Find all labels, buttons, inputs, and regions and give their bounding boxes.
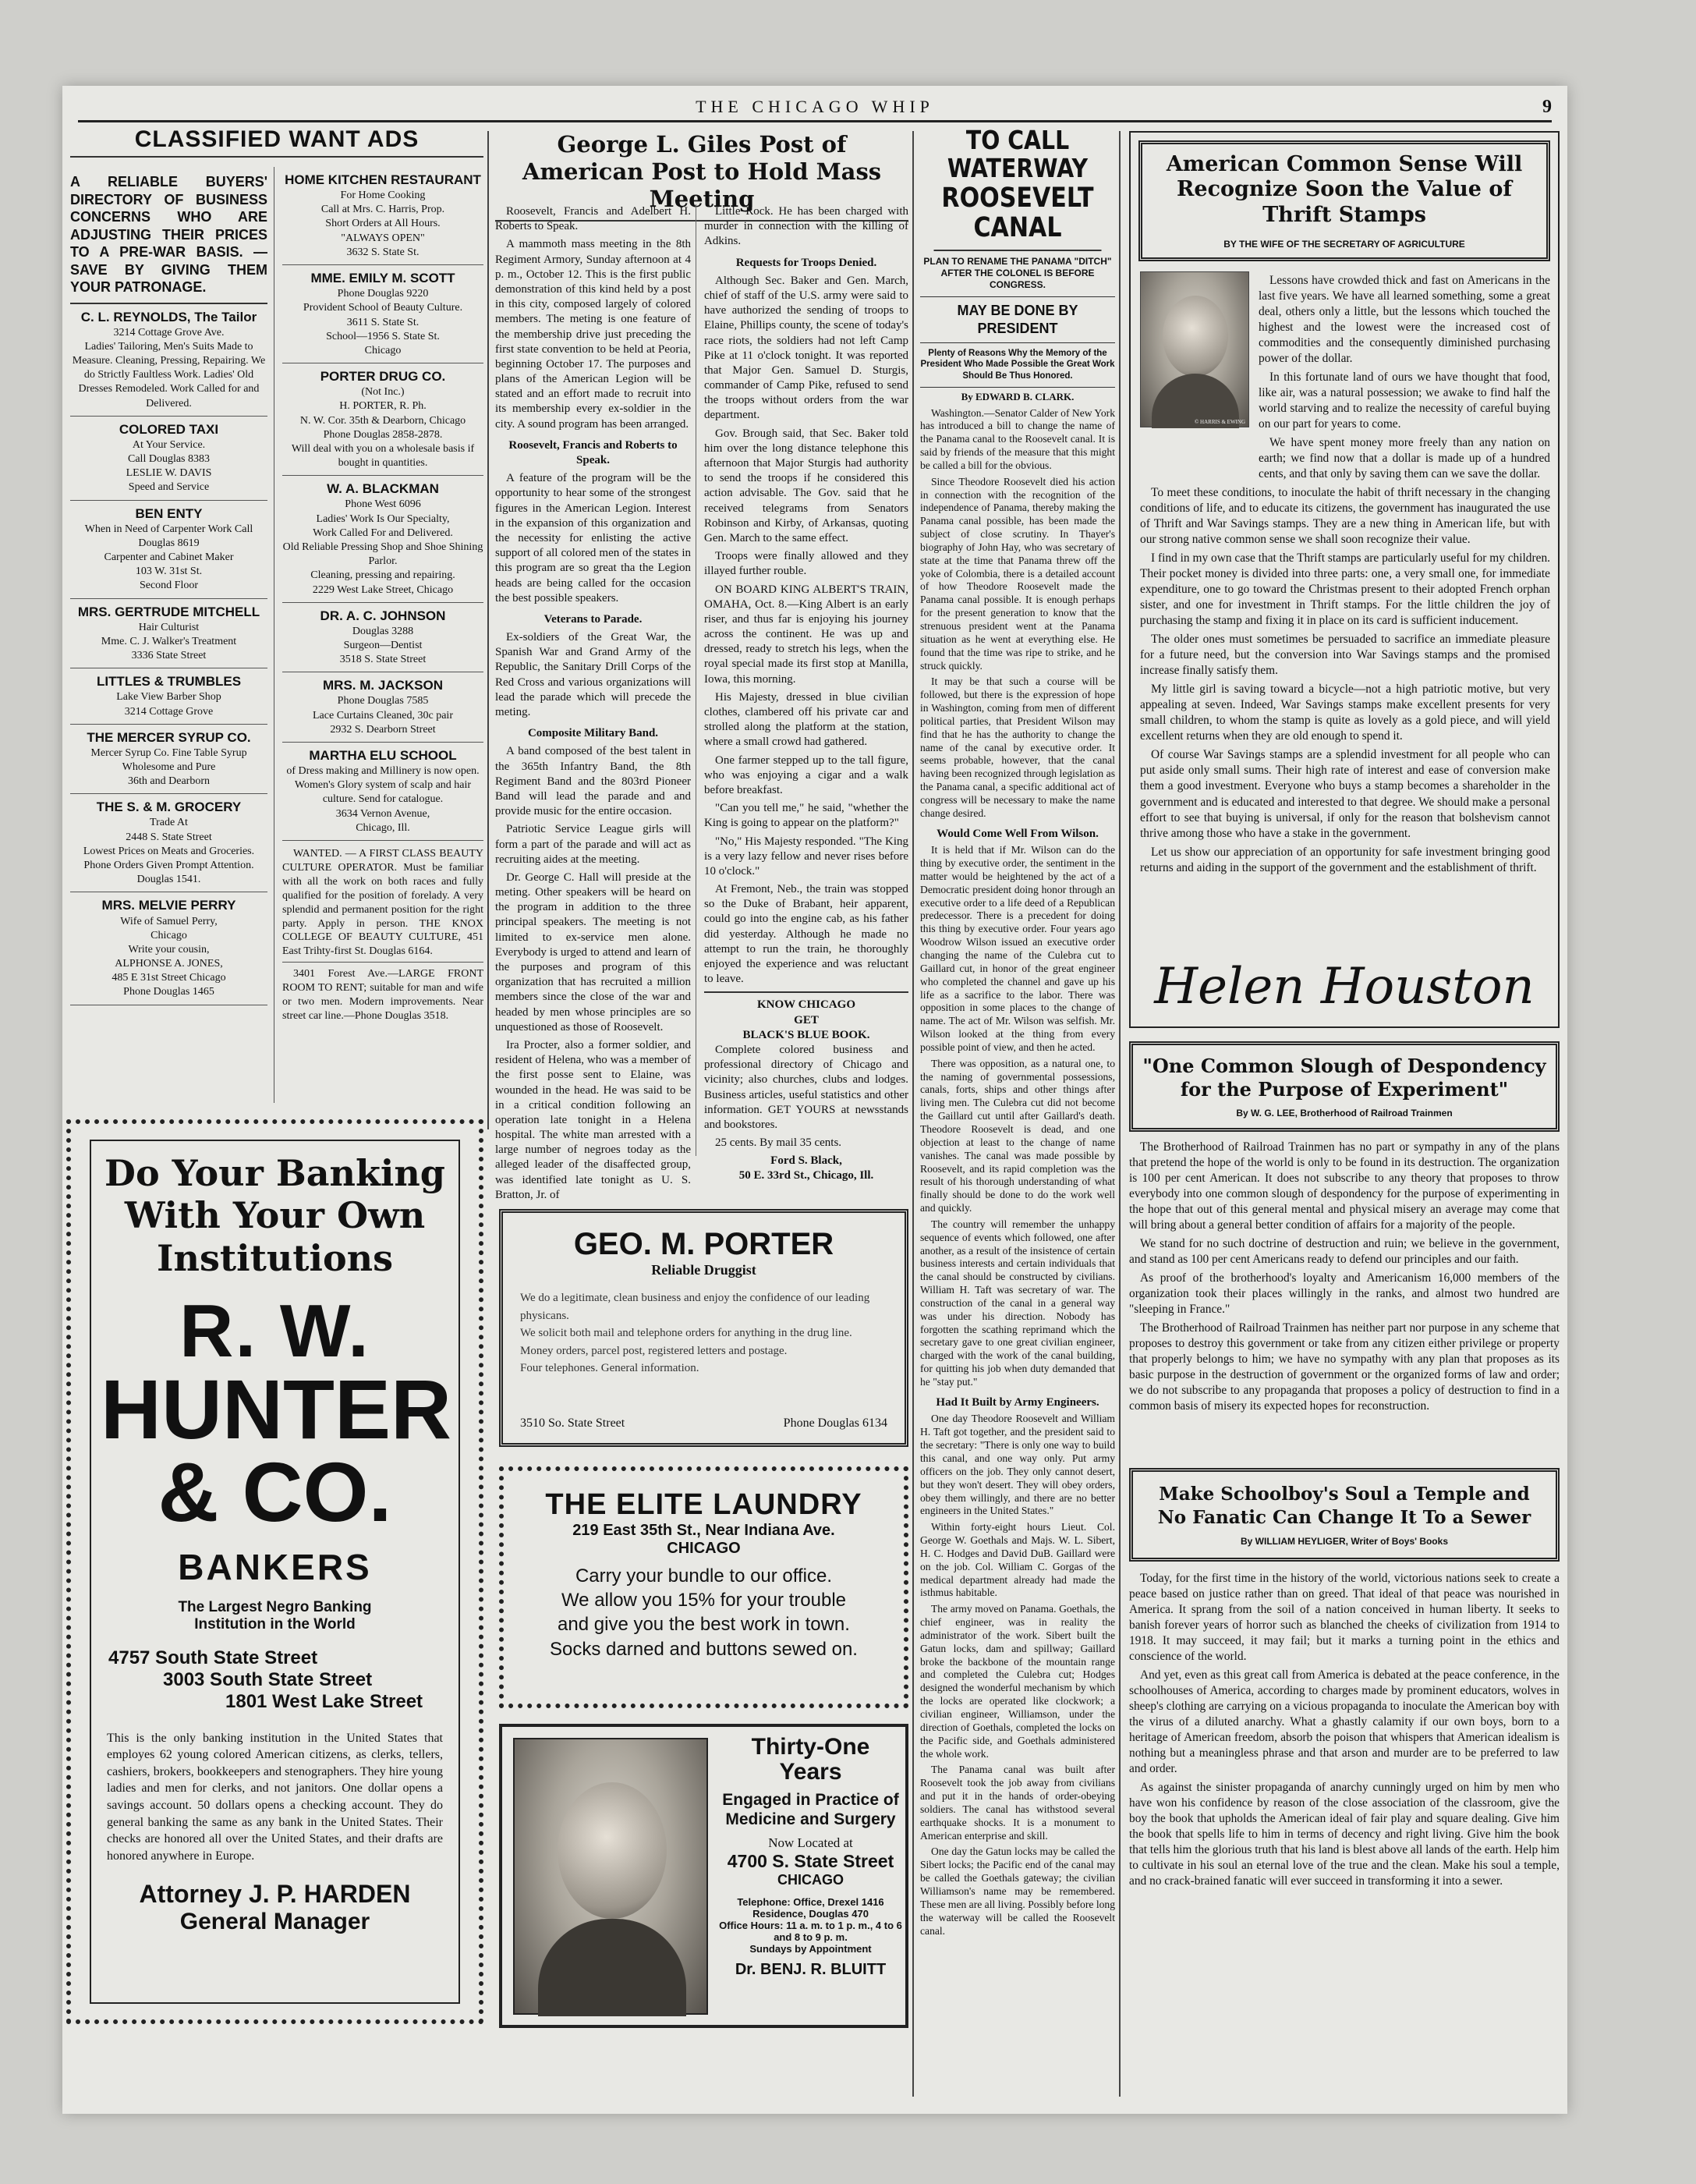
know-chicago-ad <box>704 991 908 1183</box>
porter-drug-ad <box>499 1209 908 1447</box>
bluitt-tel: Telephone: Office, Drexel 1416 <box>737 1896 884 1909</box>
classified-ad <box>70 892 267 1005</box>
classified-ad-line: Lace Curtains Cleaned, 30c pair <box>313 709 453 722</box>
slough-body <box>1129 1140 1560 1414</box>
canal-deck-1: PLAN TO RENAME THE PANAMA "DITCH" AFTER THE COLONEL IS BEFORE CONGRESS. <box>920 251 1115 297</box>
classified-ad-line: Ladies' Work Is Our Specialty, <box>316 512 450 525</box>
classified-ad-name: LITTLES & TRUMBLES <box>96 674 242 690</box>
classified-ad-line: For Home Cooking <box>340 190 426 202</box>
roosevelt-canal-article <box>920 126 1115 2069</box>
porter-line: Money orders, parcel post, registered letters and postage. <box>520 1344 788 1357</box>
paragraph: In this fortunate land of ours we have thought that food, like air, was a natural possession; we awake to find half the world starving and to realize the necessity of careful buying on our part for years to come. <box>1259 370 1550 431</box>
classified-ad <box>70 599 267 669</box>
paragraph: Troops were finally allowed and they illayed further rouble. <box>704 550 908 578</box>
bluitt-portrait <box>513 1738 708 2015</box>
bank-ad-tagline: The Largest Negro Banking Institution in the World <box>178 1598 372 1633</box>
classified-ad-line: Women's Glory system of scalp and hair culture. Send for catalogue. <box>294 779 472 806</box>
bluitt-text <box>719 1735 902 2023</box>
bluitt-years: Thirty-One Years <box>751 1734 870 1785</box>
bluitt-sundays: Sundays by Appointment <box>749 1943 872 1955</box>
laundry-name: THE ELITE LAUNDRY <box>545 1488 862 1521</box>
portrait-suit <box>538 1919 686 2016</box>
classified-right-column <box>282 167 483 1103</box>
bank-ad-body: This is the only banking institution in the United States that employes 62 young colored American citizens, as clerks, tellers, cashiers, brokers, bookkeepers and stenographers. They hire young ladies and men for clerks, and not janitors. One dollar opens a savings account. 50 dollars opens a checking account. They do general banking the same as any bank in the United States. Their checks are honored all over the United States, and their drafts are honored anywhere in Europe. <box>107 1731 443 1863</box>
know-book: BLACK'S BLUE BOOK. <box>742 1028 870 1041</box>
classified-ad-line: Second Floor <box>139 580 199 592</box>
canal-deck-2: MAY BE DONE BY PRESIDENT <box>920 297 1115 343</box>
bank-ad-heading: Do Your Banking With Your Own Institutions <box>104 1152 445 1279</box>
paragraph: My little girl is saving toward a bicycle—not a high patriotic motive, but very appealing at seven. Indeed, War Savings stamps make excellent presents for very small children, to whom the stamp is quite as lovely as a gold piece, and will yield excellent returns when they are old enough to spend it. <box>1140 682 1550 743</box>
subhead: Requests for Troops Denied. <box>735 256 877 269</box>
classified-ad-line: 36th and Dearborn <box>128 775 210 788</box>
paragraph: As against the sinister propaganda of anarchy cunningly urged on him by men who have won his confidence by reason of the close association of the classroom, give the boy the book that upholds the American ideal of fair play and square dealing. Give him the book that spells life to him in terms of decency and right living. Give him the book that tells him the glorious truth that his land is blest above all lands of the earth. Help him to cultivate in his soul an eternal love of the true and the clean. Make his soul a temple, and no crack-brained fanatic will ever succeed in transforming it into a sewer. <box>1129 1780 1560 1888</box>
classified-ad-line: Phone Douglas 7585 <box>337 695 429 707</box>
paragraph: "No," His Majesty responded. "The King is a very lazy fellow and never rises before 10 o'clock." <box>704 835 908 878</box>
classified-ad-name: MRS. MELVIE PERRY <box>101 898 236 913</box>
bank-ad-manager: General Manager <box>179 1909 370 1935</box>
classified-ad-line: When in Need of Carpenter Work Call Douglas 8619 <box>84 523 253 549</box>
classified-ad-line: 2448 S. State Street <box>126 831 212 843</box>
classified-left-column <box>70 167 274 1103</box>
classified-ad-line: Trade At <box>150 817 188 829</box>
schoolboy-headline-box <box>1129 1468 1560 1562</box>
paragraph: Today, for the first time in the history of the world, victorious nations seek to create a peace based on justice rather than on greed. That ideal of that peace was nourished in America. It sprang from the soil of a nation conceived in human liberty. It seeks to banish forever years of horror such as blanched the cheeks of civilization from 1914 to 1918. It may succeed, it may fail; but it marks a turning point in the ethics and conscience of the world. <box>1129 1571 1560 1663</box>
classified-ad-line: Short Orders at All Hours. <box>325 218 441 230</box>
portrait-face <box>558 1782 667 1919</box>
porter-line: We do a legitimate, clean business and enjoy the confidence of our leading physicans. <box>520 1292 870 1322</box>
elite-laundry-ad <box>499 1466 908 1708</box>
paragraph: Within forty-eight hours Lieut. Col. George W. Goethals and Majs. W. L. Sibert, H. C. Hodges and David DuB. Gaillard were on the job. Col. William C. Gorgas of the medical department already had made the isthmus habitable. <box>920 1521 1115 1599</box>
wanted-ad: WANTED. — A FIRST CLASS BEAUTY CULTURE OPERATOR. Must be familiar with all the work on both races and fully qualified for the position of forelady. A very splendid and permanent position for the right party. Apply in person. THE KNOX COLLEGE OF BEAUTY CULTURE, 451 East Trihty-first St. Douglas 6164. <box>282 848 483 958</box>
paragraph: The country will remember the unhappy sequence of events which followed, one after another, as a result of the insistence of certain business interests and certain individuals that the canal should be constructed by civilians. William H. Taft was secretary of war. The construction of the canal in a general way was under his direction. Nobody has forgotten the scathing reprimand which the secretary gave to one great civilian engineer, charged with the work of the canal building, for quitting his job when duty demanded that he "stay put." <box>920 1218 1115 1388</box>
classified-ad <box>70 417 267 501</box>
classified-ad-line: 3214 Cottage Grove Ave. <box>113 326 225 339</box>
bank-name-line2: HUNTER <box>101 1361 451 1456</box>
porter-lines <box>520 1289 887 1377</box>
bluitt-city: CHICAGO <box>777 1872 844 1888</box>
classified-ad-line: Provident School of Beauty Culture. <box>303 302 463 314</box>
classified-ad-line: 103 W. 31st St. <box>135 566 203 578</box>
porter-address: 3510 So. State Street <box>520 1416 625 1430</box>
classified-ad-name: COLORED TAXI <box>119 421 219 437</box>
classified-ad-name: PORTER DRUG CO. <box>320 369 446 385</box>
classified-ad-line: "ALWAYS OPEN" <box>341 232 425 244</box>
know-sign: Ford S. Black, <box>770 1154 842 1168</box>
bluitt-hours: Office Hours: 11 a. m. to 1 p. m., 4 to 6 and 8 to 9 p. m. <box>719 1920 902 1944</box>
classified-ad-line: N. W. Cor. 35th & Dearborn, Chicago <box>299 414 466 427</box>
know-get: GET <box>794 1013 819 1026</box>
classified-title: CLASSIFIED WANT ADS <box>70 126 483 158</box>
classified-ad-line: Douglas 3288 <box>352 625 414 637</box>
paragraph: We have spent money more freely than any nation on earth; we find now that a dollar is made up of a hundred cents, and that only by saving them can we save the dollar. <box>1259 436 1550 481</box>
classified-ad-line: Will deal with you on a wholesale basis if bought in quantities. <box>291 442 475 470</box>
paragraph: One day the Gatun locks may be called the Sibert locks; the Pacific end of the canal may be called the Goethals gateway; the civilian Williamson's name may be remembered. These men are all living. Possibly before long the waterway will be called the Roosevelt canal. <box>920 1845 1115 1937</box>
bank-address-2: 3003 South State Street <box>163 1668 373 1690</box>
bluitt-practice: Engaged in Practice of Medicine and Surgery <box>722 1791 899 1829</box>
classified-ad-name: BEN ENTY <box>135 505 203 521</box>
slough-byline: By W. G. LEE, Brotherhood of Railroad Trainmen <box>1236 1108 1453 1119</box>
paragraph: There was opposition, as a natural one, to the naming of governmental possessions, canals, forts, ships and other things after living men. The Culebra cut did not become the Gaillard cut until after Gaillard's death. Theodore Roosevelt is dead, and one objection at least to the change of name vanishes. The canal was made possible by Roosevelt, and its rapid completion was the result of his thorough understanding of what finally should be done to do the work well and quickly. <box>920 1057 1115 1214</box>
classified-ad-line: Hair Culturist <box>138 621 200 633</box>
classified-ad-name: MRS. GERTRUDE MITCHELL <box>77 604 260 619</box>
classified-ad-line: Carpenter and Cabinet Maker <box>104 551 234 564</box>
classified-ad-line: 2229 West Lake Street, Chicago <box>312 583 454 596</box>
laundry-line: and give you the best work in town. <box>558 1614 850 1636</box>
paragraph: A band composed of the best talent in the 365th Infantry Band, the 8th Regiment Band and the 803rd Pioneer Band will lead the parade and and provide music for the entire occasion. <box>495 745 691 818</box>
schoolboy-body <box>1129 1571 1560 1889</box>
paragraph: One day Theodore Roosevelt and William H. Taft got together, and the president said to the secretary: "There is only one way to build this canal, and one way only. Put army officers on the job. They only cannot desert, but they won't desert. They will obey orders, obey them willingly, and there are no better engineers in the United States." <box>920 1413 1115 1517</box>
classified-intro: A RELIABLE BUYERS' DIRECTORY OF BUSINESS CONCERNS WHO ARE ADJUSTING THEIR PRICES TO A PRE-WAR BASIS. — SAVE BY GIVING THEM YOUR PATRONAGE. <box>70 167 267 304</box>
paragraph: One farmer stepped up to the tall figure, who was enjoying a cigar and a walk before breakfast. <box>704 753 908 796</box>
paragraph: Lessons have crowded thick and fast on Americans in the last five years. We have all learned something, some a great deal, others only a little, but the lessons which touched the highest and the lowest were the increased cost of commodities and the consequently diminished purchasing power of the dollar. <box>1259 274 1550 366</box>
classified-left-ads <box>70 304 267 1005</box>
classified-right-ads <box>282 167 483 841</box>
classified-ad-name: W. A. BLACKMAN <box>327 481 439 497</box>
classified-ad-line: ALPHONSE A. JONES, <box>115 958 223 970</box>
classified-ad <box>70 668 267 724</box>
classified-ad-line: Surgeon—Dentist <box>343 639 423 651</box>
subhead: Roosevelt, Francis and Roberts to Speak. <box>508 438 678 466</box>
classified-ad-line: of Dress making and Millinery is now open. <box>286 765 480 778</box>
bank-name-line1: R. W. <box>179 1289 370 1373</box>
schoolboy-byline: By WILLIAM HEYLIGER, Writer of Boys' Books <box>1241 1535 1448 1547</box>
hunter-bank-ad <box>66 1119 483 2024</box>
thrift-headline-box <box>1138 140 1550 261</box>
bank-name-line3: & CO. <box>158 1444 392 1539</box>
paper-name: THE CHICAGO WHIP <box>696 97 934 116</box>
laundry-city: CHICAGO <box>667 1540 741 1557</box>
classified-ad-line: At Your Service. <box>132 438 206 451</box>
laundry-line: Carry your bundle to our office. <box>575 1565 833 1587</box>
slough-headline-box <box>1129 1041 1560 1132</box>
newspaper-page <box>62 86 1567 2114</box>
classified-ad-line: Old Reliable Pressing Shop and Shoe Shining Parlor. <box>282 541 483 568</box>
paragraph: Although Sec. Baker and Gen. March, chief of staff of the U.S. army were said to have authorized the sending of troops to Elaine, Phillips county, the scene of today's race riots, the soldiers had not left Camp Pike at 11 o'clock tonight. It was reported that Major Gen. Samuel D. Sturgis, commander of Camp Pike, refused to send the troops without orders from the war department. <box>704 274 908 422</box>
room-for-rent-ad: 3401 Forest Ave.—LARGE FRONT ROOM TO RENT; suitable for man and wife or two men. Modern improvements. Near street car line.—Phone Douglas 3518. <box>282 962 483 1023</box>
classified-ad-line: Work Called For and Delivered. <box>313 526 453 539</box>
classified-ad-line: H. PORTER, R. Ph. <box>339 400 427 413</box>
classified-ad-name: MRS. M. JACKSON <box>323 678 443 693</box>
thrift-stamps-article <box>1129 131 1560 1028</box>
paragraph: Since Theodore Roosevelt died his action in connection with the recognition of the independence of Panama, thereby making the Panama canal possible, has been made the subject of close scrutiny. In Thayer's biography of John Hay, who was secretary of state at the time that Panama threw off the yoke of Colombia, there is a detailed account of how Theodore Roosevelt made the Panama canal possible. It is enough perhaps for the present generation to know that the strenuous president went at the Panama situation as he went at everything else. He found that the time was ripe to strike, and he struck quickly. <box>920 475 1115 672</box>
classified-ad-line: (Not Inc.) <box>361 386 405 399</box>
schoolboy-headline: Make Schoolboy's Soul a Temple and No Fanatic Can Change It To a Sewer <box>1157 1484 1531 1528</box>
classified-ad-name: THE S. & M. GROCERY <box>96 800 242 815</box>
paragraph: A mammoth mass meeting in the 8th Regiment Armory, Sunday afternoon at 4 p. m., October 12. This is the first public demonstration of this kind held by a post in this city, composed largely of colored members. The meting is one feature of the membership drive just preceding the first state convention to be held at Peoria, beginning October 17. The purposes and plans of the American Legion will be stated and an effort made to recruit into its membership every ex-soldier in the city. A sound program has been arranged. <box>495 238 691 431</box>
paragraph: Gov. Brough said, that Sec. Baker told him over the long distance telephone this afternoon that Major Sturgis had authority to send the troops if he considered this action advisable. The Gov. said that he received telegrams from Senators Robinson and Kirby, of Arkansas, quoting Gen. March to the same effect. <box>704 427 908 544</box>
paragraph: The older ones must sometimes be persuaded to sacrifice an immediate pleasure for a future need, but the conversion into War Savings stamps and the promised increase finally satisfy them. <box>1140 633 1550 678</box>
classified-ad-line: Phone Orders Given Prompt Attention. Douglas 1541. <box>83 860 254 886</box>
classified-ad-line: School—1956 S. State St. <box>326 330 440 342</box>
laundry-addr: 219 East 35th St., Near Indiana Ave. <box>572 1522 835 1539</box>
paragraph: I find in my own case that the Thrift stamps are particularly useful for my children. Their pocket money is divided into three parts: one, a very small one, for immediate expenditure, one to go toward the Christmas present to their adopted French orphan sister, and one for investment in Thrift stamps. For the little children the joy of purchasing the stamp and fixing it in place on its card is sufficient inducement. <box>1140 551 1550 628</box>
porter-sub: Reliable Druggist <box>651 1262 756 1278</box>
classified-ad <box>282 672 483 743</box>
classified-ad-line: 3336 State Street <box>131 650 207 662</box>
paragraph: At Fremont, Neb., the train was stopped so the Duke of Brabant, heir apparent, could go into the engine cab, as his father did yesterday. Although he made no attempt to run the train, he thoroughly enjoyed the experience and was reluctant to leave. <box>704 883 908 986</box>
laundry-lines <box>521 1564 887 1661</box>
paragraph: "Can you tell me," he said, "whether the King is going to appear on the platform?" <box>704 802 908 830</box>
classified-ad-name: MME. EMILY M. SCOTT <box>310 271 455 286</box>
bank-address-1: 4757 South State Street <box>108 1647 318 1668</box>
bank-ad-bankers: BANKERS <box>178 1546 372 1587</box>
classified-ad <box>70 794 267 892</box>
classified-ad-name: HOME KITCHEN RESTAURANT <box>285 172 481 187</box>
paragraph: His Majesty, dressed in blue civilian clothes, clambered off his private car and strolled along the platform at the station, where a small crowd had gathered. <box>704 690 908 749</box>
paragraph: The Brotherhood of Railroad Trainmen has neither part nor purpose in any scheme that proposes to destroy this government or take from any citizen either privilege or property that properly belongs to him; we have no sympathy with any plan that proposes as its basic purpose in the destruction of government or the organized forms of law and order; we do not subscribe to any propaganda that proposes a policy of destruction to find in a common basis of misery its expected hopes for reconstruction. <box>1129 1321 1560 1413</box>
paragraph: Let us show our appreciation of an opportunity for safe investment bringing good returns and aiding in the support of the government and the establishment of thrift. <box>1140 845 1550 874</box>
classified-ad-line: Lake View Barber Shop <box>116 691 221 704</box>
classified-ad-line: Phone Douglas 1465 <box>123 986 214 998</box>
classified-ad <box>282 743 483 841</box>
classified-ad-line: 3634 Vernon Avenue, <box>335 807 430 820</box>
classified-ad-line: Mercer Syrup Co. Fine Table Syrup <box>90 746 247 759</box>
canal-headline-2: ROOSEVELT CANAL <box>934 183 1102 251</box>
classified-ad-line: Phone West 6096 <box>345 498 421 511</box>
thrift-signature: Helen Houston <box>1154 958 1535 1016</box>
paragraph: Washington.—Senator Calder of New York has introduced a bill to change the name of the Panama canal to the Roosevelt canal. It is said by friends of the measure that this might be called a bill for the obvious. <box>920 406 1116 471</box>
paragraph: Little Rock. He has been charged with murder in connection with the killing of Adkins. <box>704 205 908 248</box>
canal-byline: By EDWARD B. CLARK. <box>961 390 1075 402</box>
classified-ad-line: Cleaning, pressing and repairing. <box>310 569 455 582</box>
classified-ad-line: Lowest Prices on Meats and Groceries. <box>83 845 255 857</box>
classified-ad-line: Phone Douglas 2858-2878. <box>323 428 443 441</box>
running-head <box>78 97 1552 122</box>
classified-ad-line: 3632 S. State St. <box>346 246 420 258</box>
know-title: KNOW CHICAGO <box>757 998 855 1012</box>
paragraph: It is held that if Mr. Wilson can do the thing by executive order, the sentiment in the matter would be heightened by the act of a Democratic president doing honor through an executive order to a life deed of a Republican predecessor. There is a precedent for doing this thing by executive order. Four years ago Woodrow Wilson issued an executive order changing the name of the Culebra cut to Gaillard cut, in honor of the great engineer who completed the channel and gave up his life as a sacrifice to the labor. There was opposition in some places to the change of name. The act of Mr. Wilson was selfish. Mr. Wilson looked at the thing from every possible point of view, and then he acted. <box>920 844 1115 1053</box>
paragraph: As proof of the brotherhood's loyalty and Americanism 16,000 members of the organization took their places willingly in the ranks, and almost two hundred are "sleeping in France." <box>1129 1271 1560 1317</box>
column-rule <box>487 131 489 1129</box>
know-body: Complete colored business and professional directory of Chicago and vicinity; also churches, clubs and lodges. Business articles, useful statistics and other information. GET YOURS at newsstands and bookstores. <box>704 1043 908 1131</box>
porter-phone: Phone Douglas 6134 <box>783 1416 887 1430</box>
bluitt-ad <box>499 1724 908 2028</box>
bank-ad-inner <box>90 1140 460 2004</box>
paragraph: The Brotherhood of Railroad Trainmen has no part or sympathy in any of the plans that pretend the hope of the world is only to be found in its destruction. The organization is 100 per cent American. It does not subscribe to any theory that proposes to throw everybody into one common slough of despondency for the purpose of experimenting in the hope that out of this general mental and physical misery an average may come that will bring about a general better condition of affairs for a majority of the people. <box>1129 1140 1560 1232</box>
thrift-byline: BY THE WIFE OF THE SECRETARY OF AGRICULTURE <box>1223 239 1465 250</box>
giles-headline: George L. Giles Post of American Post to Hold Mass Meeting <box>495 126 908 222</box>
classified-ad <box>70 304 267 417</box>
subhead: Would Come Well From Wilson. <box>937 827 1099 840</box>
bank-address-3: 1801 West Lake Street <box>225 1690 423 1712</box>
porter-name: GEO. M. PORTER <box>573 1227 834 1261</box>
column-rule <box>912 131 914 2097</box>
laundry-line: Socks darned and buttons sewed on. <box>550 1638 858 1660</box>
paragraph: The army moved on Panama. Goethals, the chief engineer, was in reality the administrator of the work. Sibert built the Gatun locks, dam and spillway; Gaillard broke the backbone of the mountain range and completed the Culebra cut; Hodges designed the wonderful mechanism by which the locks are operated like clockwork; a civilian engineer, Williamson, under the direction of Goethals, completed the locks on the Pacific side, and Goethals administered the whole work. <box>920 1603 1115 1760</box>
bluitt-name: Dr. BENJ. R. BLUITT <box>735 1961 887 1979</box>
classified-section <box>70 126 483 1101</box>
portrait-caption: © HARRIS & EWING <box>1194 419 1245 425</box>
classified-ad-line: 3611 S. State St. <box>346 316 420 328</box>
subhead: Had It Built by Army Engineers. <box>936 1395 1099 1409</box>
porter-line: Four telephones. General information. <box>520 1362 699 1374</box>
bluitt-addr: 4700 S. State Street <box>727 1851 894 1872</box>
canal-headline-1: TO CALL WATERWAY <box>947 125 1089 184</box>
paragraph: Patriotic Service League girls will form a part of the parade and will act as recruiting aides at the meeting. <box>495 823 691 866</box>
classified-ad-name: C. L. REYNOLDS, The Tailor <box>80 309 257 324</box>
subhead: Composite Military Band. <box>527 727 659 740</box>
canal-body <box>920 407 1115 1938</box>
paragraph: Ira Procter, also a former soldier, and resident of Helena, who was a member of the first posse sent to Elaine, was wounded in the head. He was said to be in a critical condition following an operation late tonight in a Helena hospital. The white man arrested with a large number of negroes today as the alleged leader of the disaffected group, was identified late tonight as U. S. Bratton, Jr. of <box>495 1038 691 1201</box>
classified-ad-line: Wife of Samuel Perry, <box>120 915 218 927</box>
laundry-inner <box>521 1488 887 1661</box>
classified-ad-name: DR. A. C. JOHNSON <box>320 608 446 623</box>
classified-ad-line: Call Douglas 8383 <box>128 453 210 465</box>
know-price: 25 cents. By mail 35 cents. <box>715 1136 842 1150</box>
thrift-headline: American Common Sense Will Recognize Soon the Value of Thrift Stamps <box>1166 152 1523 227</box>
classified-ad <box>282 363 483 476</box>
paragraph: The Panama canal was built after Roosevelt took the job away from civilians and put it in the hands of order-obeying soldiers. The canal has withstood several earthquake shocks. It is a monument to American enterprise and skill. <box>920 1764 1115 1842</box>
classified-ad <box>70 501 267 599</box>
page-number: 9 <box>1542 97 1552 117</box>
classified-ad-line: 3214 Cottage Grove <box>124 705 214 718</box>
classified-ad-line: Chicago <box>150 929 187 941</box>
subhead: Veterans to Parade. <box>543 612 643 626</box>
classified-ad <box>282 265 483 363</box>
column-rule <box>1119 131 1121 2097</box>
classified-ad-line: LESLIE W. DAVIS <box>126 467 212 480</box>
classified-ad-line: Speed and Service <box>128 481 210 494</box>
thrift-body <box>1140 273 1550 879</box>
paragraph: And yet, even as this great call from America is debated at the peace conference, in the schoolhouses of America, according to charges made by prominent educators, wolves in sheep's clothing are carrying on a vicious propaganda to inoculate the American boy with the virus of a diluted anarchy. What a ghastly calamity if our own boys, born to a heritage of American freedom, absorb the poison that whispers that American idealism is nothing but a meaningless phrase and that arson and murder are to be preferred to law and order. <box>1129 1668 1560 1775</box>
porter-line: We solicit both mail and telephone orders for anything in the drug line. <box>520 1327 852 1339</box>
classified-ad-line: Write your cousin, <box>128 943 210 956</box>
giles-column-1 <box>495 204 696 1201</box>
classified-ad-line: Chicago <box>364 344 402 356</box>
giles-post-article <box>495 126 908 1201</box>
classified-ad-name: THE MERCER SYRUP CO. <box>87 729 251 745</box>
classified-ad-name: MARTHA ELU SCHOOL <box>309 748 457 763</box>
classified-ad-line: 3518 S. State Street <box>339 654 427 666</box>
classified-ad-line: 2932 S. Dearborn Street <box>330 723 436 736</box>
slough-article <box>1129 1041 1560 1455</box>
classified-ad <box>70 725 267 795</box>
classified-ad-line: Ladies' Tailoring, Men's Suits Made to Measure. Cleaning, Pressing, Repairing. We do Strictly Faultless Work. Ladies' Old Dresses Remodeled. Work Called for and Delivered. <box>72 340 266 410</box>
paragraph: Dr. George C. Hall will preside at the meting. Other speakers will be heard on the program in addition to the three principal speakers. The meeting is not limited to ex-service men alone. Everybody is urged to attend and learn of the purposes and program of this organization that has recruited a million members since the close of the war and headed by men whose principles are so unquestioned as those of Roosevelt. <box>495 870 691 1034</box>
classified-ad <box>282 167 483 265</box>
canal-deck-3: Plenty of Reasons Why the Memory of the President Who Made Possible the Great Work Should Be Thus Honored. <box>920 343 1115 388</box>
classified-ad-line: Wholesome and Pure <box>122 761 216 773</box>
bluitt-now: Now Located at <box>768 1835 853 1851</box>
slough-headline: "One Common Slough of Despondency for the Purpose of Experiment" <box>1142 1055 1546 1101</box>
classified-ad-line: Mme. C. J. Walker's Treatment <box>101 635 237 647</box>
classified-ad-line: Call at Mrs. C. Harris, Prop. <box>320 204 445 216</box>
paragraph: Ex-soldiers of the Great War, the Spanish War and Grand Army of the Republic, the Sanitary Drill Corps of the Red Cross and various organizations will lead the parade which will precede the meting. <box>495 631 691 718</box>
know-addr: 50 E. 33rd St., Chicago, Ill. <box>738 1169 874 1182</box>
classified-ad-line: Phone Douglas 9220 <box>337 288 429 300</box>
schoolboy-article <box>1129 1468 1560 2061</box>
classified-ad <box>282 603 483 673</box>
paragraph: Of course War Savings stamps are a splendid investment for all people who can put aside only small sums. Their high rate of interest and ease of conversion make them a good investment. Everyone who buys a stamp becomes a shareholder in the government and is educated and interested to that degree. We should make a personal effort to see that buying is universal, if only for the reason that bolshevism cannot thrive among those who have a stake in the government. <box>1140 748 1550 840</box>
paragraph: Roosevelt, Francis and Adelbert H. Roberts to Speak. <box>495 205 691 233</box>
giles-column-2-text <box>704 204 908 987</box>
paragraph: A feature of the program will be the opportunity to hear some of the strongest figures in the American Legion. Interest in the expansion of this organization and the necessity for enlisting the active support of all colored men of the states in this program are so great tha the Legion heads are being called for the occasion the best possible speakers. <box>495 472 691 604</box>
paragraph: It may be that such a course will be followed, but there is the expression of hope in Washington, coming from men of different political parties, that President Wilson may find that he has the authority to change the name of the canal by executive order. It seems probable, however, that the canal having been recognized through legislation as the Panama canal, a specific additional act of congress will be necessary to make the name change desired. <box>920 675 1115 819</box>
giles-column-2 <box>704 204 908 1182</box>
classified-ad-line: Chicago, Ill. <box>356 821 410 834</box>
laundry-line: We allow you 15% for your trouble <box>561 1590 847 1611</box>
classified-ad-line: 485 E 31st Street Chicago <box>112 972 226 984</box>
bluitt-res: Residence, Douglas 470 <box>752 1908 869 1920</box>
paragraph: ON BOARD KING ALBERT'S TRAIN, OMAHA, Oct. 8.—King Albert is an early riser, and thus far is enjoying his journey across the continent. He was up and dressed, ready to stretch his legs, when the royal special made its first stop at Manilla, Iowa, this morning. <box>704 583 908 686</box>
bank-ad-attorney: Attorney J. P. HARDEN <box>139 1880 411 1909</box>
paragraph: To meet these conditions, to inoculate the habit of thrift necessary in the changing conditions of life, and to educate its citizens, the government has inaugurated the use of Thrift and War Savings stamps. They are a new thing in American life, but with our strong native common sense we shall soon recognize their value. <box>1140 486 1550 547</box>
paragraph: We stand for no such doctrine of destruction and ruin; we believe in the government, and stand as 100 per cent Americans ready to defend our principles and our faith. <box>1129 1237 1560 1267</box>
classified-ad <box>282 476 483 602</box>
